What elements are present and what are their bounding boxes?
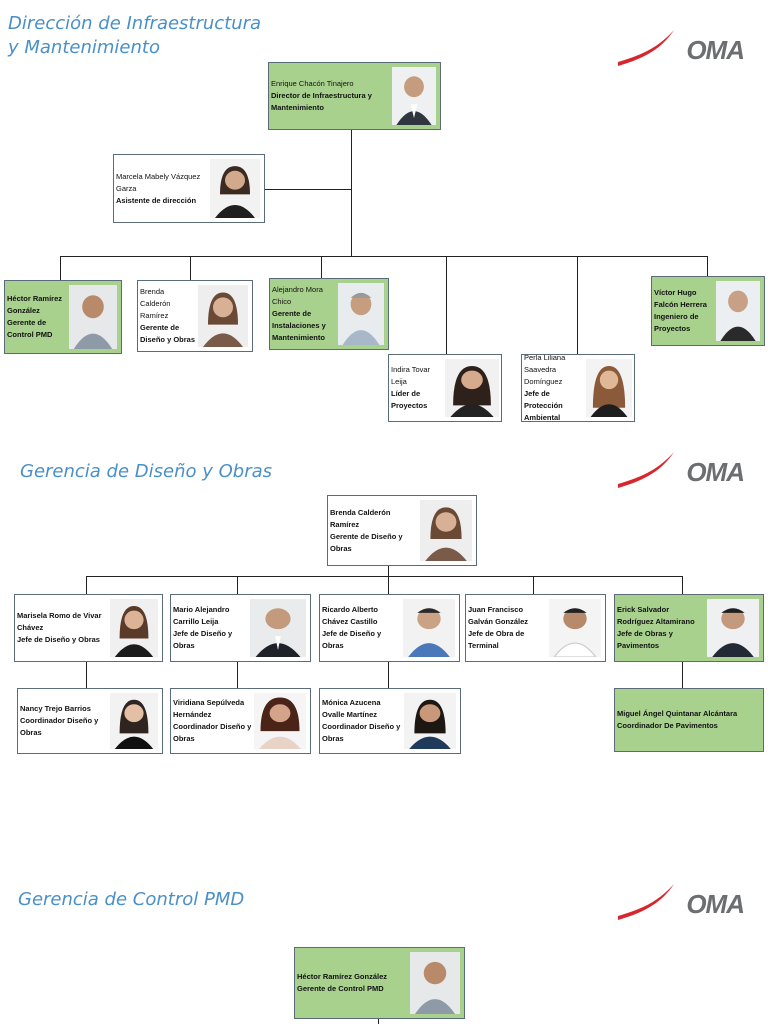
logo-text: OMA bbox=[686, 889, 744, 919]
org-box-jefe-proteccion bbox=[521, 354, 635, 422]
person-photo bbox=[445, 359, 499, 417]
logo-text: OMA bbox=[686, 35, 744, 65]
org-box-jefe-obra-terminal bbox=[465, 594, 606, 662]
connector-line bbox=[60, 256, 61, 280]
section-title-line-2: y Mantenimiento bbox=[8, 37, 160, 58]
connector-line bbox=[388, 566, 389, 576]
org-box-coordinador-pavimentos bbox=[614, 688, 764, 752]
org-box-coordinador-2 bbox=[170, 688, 311, 754]
person-role: Director de Infraestructura y Mantenimiento bbox=[271, 91, 372, 112]
connector-line bbox=[351, 130, 352, 256]
org-box-coordinador-3 bbox=[319, 688, 461, 754]
person-photo bbox=[69, 285, 117, 349]
connector-line bbox=[237, 662, 238, 688]
person-name: Héctor Ramírez González bbox=[7, 294, 63, 315]
person-role: Gerente de Instalaciones y Mantenimiento bbox=[272, 309, 326, 342]
person-photo bbox=[110, 693, 158, 749]
connector-line bbox=[682, 576, 683, 594]
person-photo bbox=[250, 599, 306, 657]
person-name: Mónica Azucena Ovalle Martínez bbox=[322, 698, 381, 719]
connector-line bbox=[533, 576, 534, 594]
person-role: Gerente de Diseño y Obras bbox=[330, 531, 403, 553]
person-role: Gerente de Control PMD bbox=[7, 318, 53, 339]
connector-line bbox=[707, 256, 708, 276]
person-role: Jefe de Diseño y Obras bbox=[322, 629, 382, 650]
org-box-gerente-control-pmd bbox=[294, 947, 465, 1019]
org-box-director bbox=[268, 62, 441, 130]
person-role: Jefe de Obras y Pavimentos bbox=[617, 629, 673, 650]
oma-swoosh-logo-icon bbox=[616, 448, 686, 492]
person-photo bbox=[198, 285, 248, 347]
connector-line bbox=[190, 256, 191, 280]
person-photo bbox=[403, 599, 455, 657]
person-photo bbox=[254, 693, 306, 749]
oma-swoosh-logo-icon bbox=[616, 880, 686, 924]
person-name: Alejandro Mora Chico bbox=[272, 285, 323, 306]
oma-swoosh-logo-icon bbox=[616, 26, 686, 70]
person-role: Jefe de Protección Ambiental bbox=[524, 389, 563, 422]
org-box-lider-proyectos bbox=[388, 354, 502, 422]
org-box-jefe-diseno-3 bbox=[319, 594, 460, 662]
connector-line bbox=[388, 662, 389, 688]
section-title-direccion bbox=[8, 12, 261, 60]
person-role: Jefe de Diseño y Obras bbox=[173, 629, 233, 650]
connector-line bbox=[577, 256, 578, 354]
connector-line bbox=[378, 1019, 379, 1024]
connector-line bbox=[237, 576, 238, 594]
person-photo bbox=[410, 952, 460, 1014]
person-role: Jefe de Diseño y Obras bbox=[17, 635, 100, 644]
person-role: Líder de Proyectos bbox=[391, 389, 428, 410]
oma-logo bbox=[616, 448, 744, 492]
logo-text: OMA bbox=[686, 457, 744, 487]
section-title-control-pmd: Gerencia de Control PMD bbox=[18, 889, 245, 910]
person-name: Mario Alejandro Carrillo Leija bbox=[173, 605, 230, 626]
connector-line bbox=[86, 576, 682, 577]
person-role: Gerente de Diseño y Obras bbox=[140, 323, 196, 344]
person-name: Indira Tovar Leija bbox=[391, 365, 431, 386]
person-role: Jefe de Obra de Terminal bbox=[468, 629, 525, 650]
person-role: Coordinador Diseño y Obras bbox=[20, 716, 99, 737]
person-name: Nancy Trejo Barrios bbox=[20, 704, 91, 713]
connector-line bbox=[264, 189, 352, 190]
org-box-gerente-control bbox=[4, 280, 122, 354]
section-title-diseno-obras: Gerencia de Diseño y Obras bbox=[20, 461, 273, 482]
org-box-jefe-diseno-1 bbox=[14, 594, 163, 662]
person-name: Ricardo Alberto Chávez Castillo bbox=[322, 605, 378, 626]
person-photo bbox=[549, 599, 601, 657]
connector-line bbox=[86, 662, 87, 688]
oma-logo bbox=[616, 880, 744, 924]
org-box-ingeniero-proyectos bbox=[651, 276, 765, 346]
person-name: Erick Salvador Rodríguez Altamirano bbox=[617, 605, 695, 626]
connector-line bbox=[321, 256, 322, 278]
person-photo bbox=[110, 599, 158, 657]
person-photo bbox=[392, 67, 436, 125]
connector-line bbox=[388, 576, 389, 594]
org-box-gerente-diseno-obras bbox=[327, 495, 477, 566]
person-role: Coordinador De Pavimentos bbox=[617, 721, 718, 730]
connector-line bbox=[60, 256, 708, 257]
person-photo bbox=[338, 283, 384, 345]
org-box-gerente-instalaciones bbox=[269, 278, 389, 350]
person-name: Víctor Hugo Falcón Herrera bbox=[654, 288, 707, 309]
org-box-assistant bbox=[113, 154, 265, 223]
connector-line bbox=[446, 256, 447, 354]
person-name: Enrique Chacón Tinajero bbox=[271, 79, 354, 88]
person-name: Brenda Calderón Ramírez bbox=[140, 287, 171, 320]
org-box-jefe-diseno-2 bbox=[170, 594, 311, 662]
person-name: Perla Liliana Saavedra Domínguez bbox=[524, 354, 566, 386]
person-role: Ingeniero de Proyectos bbox=[654, 312, 699, 333]
org-box-gerente-diseno bbox=[137, 280, 253, 352]
person-name: Héctor Ramírez González bbox=[297, 972, 388, 981]
oma-logo bbox=[616, 26, 744, 70]
person-name: Brenda Calderón Ramírez bbox=[330, 507, 391, 529]
person-name: Viridiana Sepúlveda Hernández bbox=[173, 698, 245, 719]
person-name: Miguel Ángel Quintanar Alcántara bbox=[617, 709, 738, 718]
person-role: Coordinador Diseño y Obras bbox=[322, 722, 401, 743]
person-photo bbox=[716, 281, 760, 341]
person-name: Marcela Mabely Vázquez Garza bbox=[116, 171, 201, 193]
person-role: Gerente de Control PMD bbox=[297, 984, 384, 993]
section-title-line-1: Dirección de Infraestructura bbox=[8, 13, 262, 34]
person-role: Asistente de dirección bbox=[116, 195, 197, 205]
person-photo bbox=[420, 500, 472, 561]
org-box-coordinador-1 bbox=[17, 688, 163, 754]
person-photo bbox=[404, 693, 456, 749]
person-role: Coordinador Diseño y Obras bbox=[173, 722, 252, 743]
person-photo bbox=[210, 159, 260, 218]
person-name: Juan Francisco Galván González bbox=[468, 605, 529, 626]
connector-line bbox=[86, 576, 87, 594]
org-box-jefe-obras-pavimentos bbox=[614, 594, 764, 662]
person-name: Marisela Romo de Vivar Chávez bbox=[17, 611, 102, 632]
person-photo bbox=[707, 599, 759, 657]
person-photo bbox=[586, 359, 632, 417]
connector-line bbox=[682, 662, 683, 688]
